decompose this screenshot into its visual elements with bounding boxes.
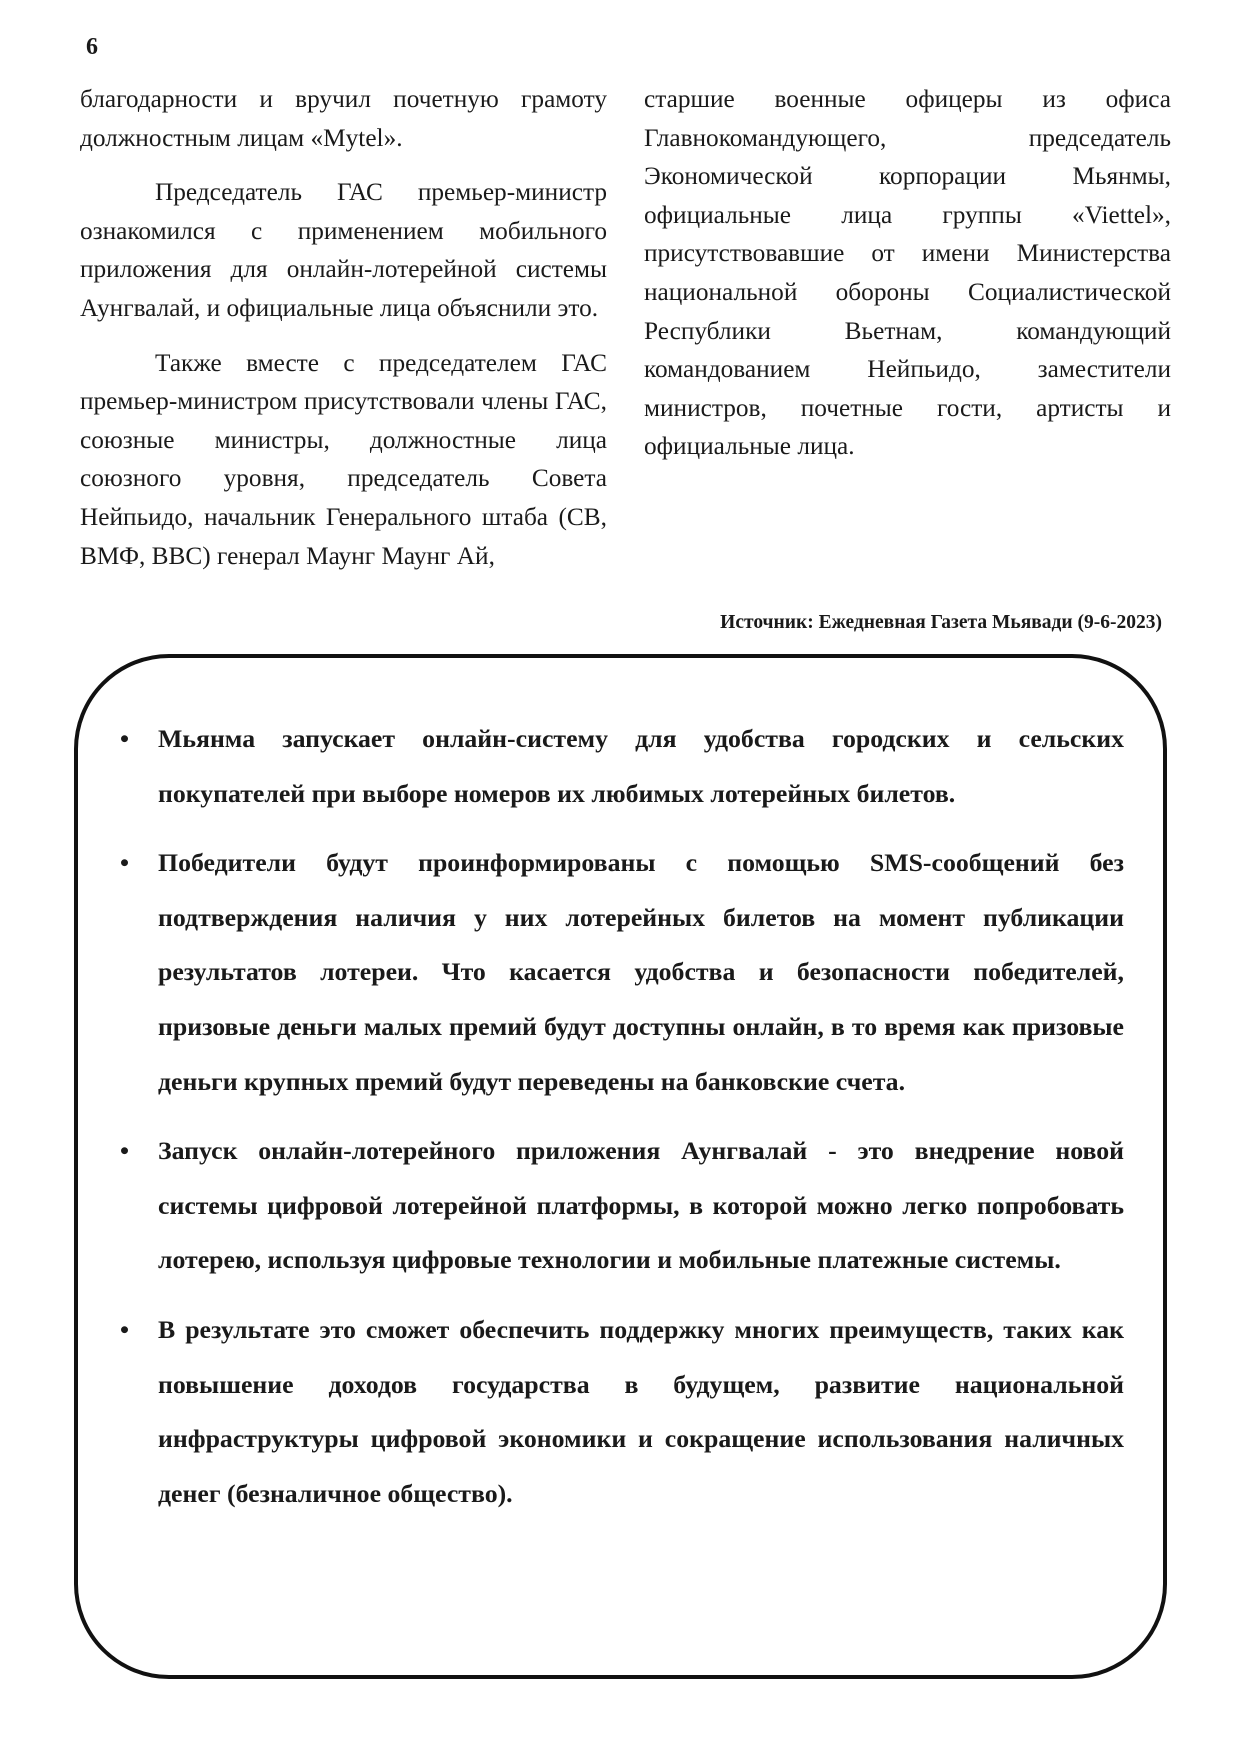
bullet-icon: • [120,848,130,878]
summary-item-text: Победители будут проинформированы с помощью SMS-сообщений без подтверждения наличия у них лотерейных билетов на момент публикации результатов лотереи. Что касается удобства и безопасности победителей, призовые деньги малых премий будут доступны онлайн, в то время как призовые деньги крупных премий будут переведены на банковские счета. [158,848,1124,1096]
summary-item [120,712,1124,821]
summary-item [120,1303,1124,1521]
article-paragraph: Также вместе с председателем ГАС премьер-министром присутствовали члены ГАС, союзные министры, должностные лица союзного уровня, председатель Совета Нейпьидо, начальник Генерального штаба (СВ, ВМФ, ВВС) генерал Маунг Маунг Ай, [80,348,607,570]
bullet-icon: • [120,1314,130,1344]
article-left-column [80,80,607,575]
summary-bullet-list [120,712,1124,1536]
summary-item-text: Запуск онлайн-лотерейного приложения Аунгвалай - это внедрение новой системы цифровой лотерейной платформы, в которой можно легко попробовать лотерею, используя цифровые технологии и мобильные платежные системы. [158,1136,1124,1275]
summary-item [120,1124,1124,1288]
summary-item [120,836,1124,1109]
page-number: 6 [86,34,98,60]
article-paragraph: Председатель ГАС премьер-министр ознакомился с применением мобильного приложения для онлайн-лотерейной системы Аунгвалай, и официальные лица объяснили это. [80,178,607,322]
bullet-icon: • [120,1136,130,1166]
article-paragraph: старшие военные офицеры из офиса Главнокомандующего, председатель Экономической корпорации Мьянмы, официальные лица группы «Viettel», присутствовавшие от имени Министерства национальной обороны Социалистической Республики Вьетнам, командующий командованием Нейпьидо, заместители министров, почетные гости, артисты и официальные лица. [644,85,1171,461]
source-citation: Источник: Ежедневная Газета Мьявади (9-6-2023) [720,612,1162,633]
summary-item-text: Мьянма запускает онлайн-систему для удобства городских и сельских покупателей при выборе номеров их любимых лотерейных билетов. [158,724,1124,808]
summary-item-text: В результате это сможет обеспечить поддержку многих преимуществ, таких как повышение доходов государства в будущем, развитие национальной инфраструктуры цифровой экономики и сокращение использования наличных денег (безналичное общество). [158,1314,1124,1508]
article-right-column [644,80,1171,466]
bullet-icon: • [120,724,130,753]
article-paragraph: благодарности и вручил почетную грамоту должностным лицам «Mytel». [80,85,607,152]
